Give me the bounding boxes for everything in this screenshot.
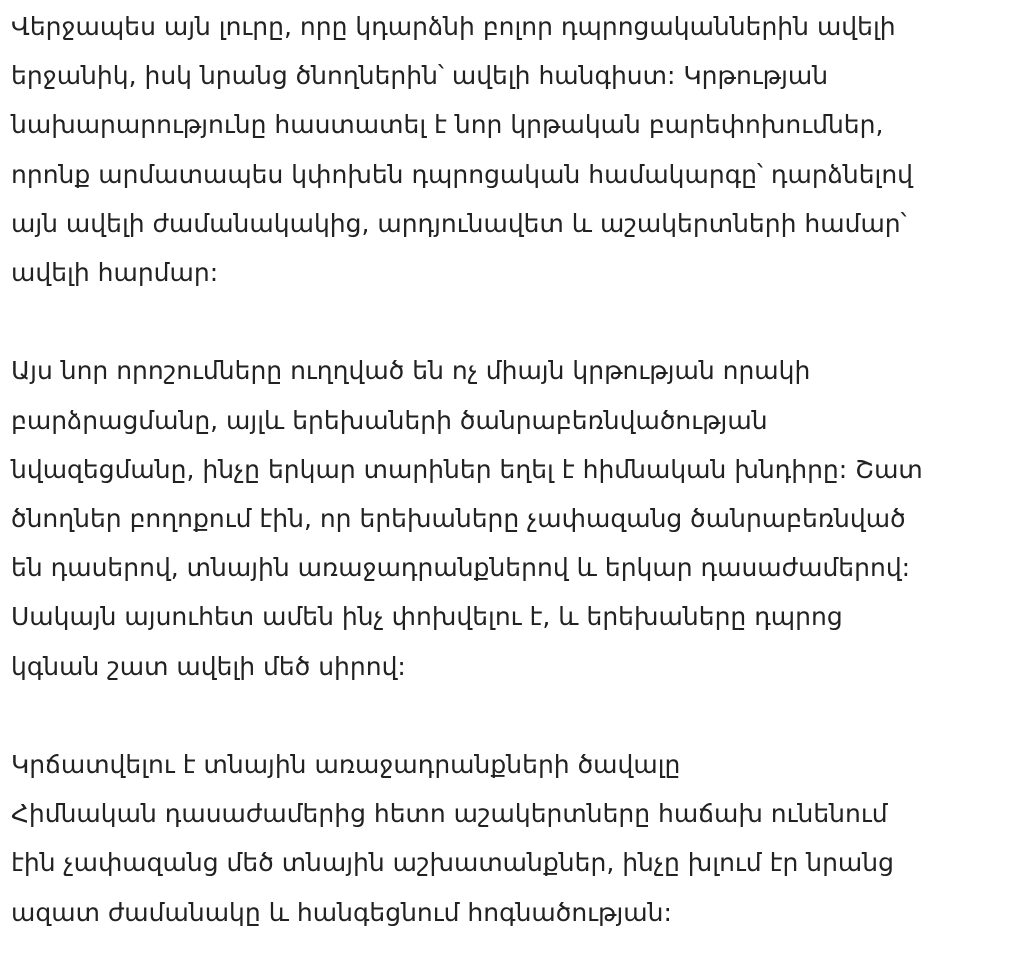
paragraph-line: ազատ ժամանակը և հանգեցնում հոգնածության: <box>11 897 672 927</box>
paragraph-line: որոնք արմատապես կփոխեն դպրոցական համակարգը՝ դարձնելով <box>11 159 914 189</box>
paragraph-line: նվազեցմանը, ինչը երկար տարիներ եղել է հիմնական խնդիրը: Շատ <box>11 454 923 484</box>
paragraph-line: էին չափազանց մեծ տնային աշխատանքներ, ինչը խլում էր նրանց <box>11 848 894 878</box>
paragraph-line: ավելի հարմար: <box>11 258 219 288</box>
paragraph-line: Սակայն այսուհետ ամեն ինչ փոխվելու է, և երեխաները դպրոց <box>11 602 843 632</box>
paragraph-line: կգնան շատ ավելի մեծ սիրով: <box>11 651 406 681</box>
paragraph-line: ծնողներ բողոքում էին, որ երեխաները չափազանց ծանրաբեռնված <box>11 504 906 534</box>
paragraph-line: Հիմնական դասաժամերից հետո աշակերտները հաճախ ունենում <box>11 799 888 829</box>
paragraph-line: երջանիկ, իսկ նրանց ծնողներին՝ ավելի հանգիստ: Կրթության <box>11 61 829 91</box>
paragraph-line: նախարարությունը հաստատել է նոր կրթական բարեփոխումներ, <box>11 110 884 140</box>
paragraph-line: բարձրացմանը, այլև երեխաների ծանրաբեռնվածության <box>11 405 768 435</box>
paragraph-line: այն ավելի ժամանակակից, արդյունավետ և աշակերտների համար՝ <box>11 208 907 238</box>
paragraph-line: են դասերով, տնային առաջադրանքներով և երկար դասաժամերով: <box>11 553 911 583</box>
paragraph-line: Վերջապես այն լուրը, որը կդարձնի բոլոր դպրոցականներին ավելի <box>11 12 896 41</box>
article-body <box>11 2 1011 937</box>
paragraph-line: Այս նոր որոշումները ուղղված են ոչ միայն կրթության որակի <box>11 356 811 386</box>
paragraph-line: Կրճատվելու է տնային առաջադրանքների ծավալը <box>11 750 681 780</box>
paragraph-workload <box>11 346 1011 690</box>
paragraph-homework <box>11 740 1011 937</box>
paragraph-intro <box>11 2 1011 297</box>
